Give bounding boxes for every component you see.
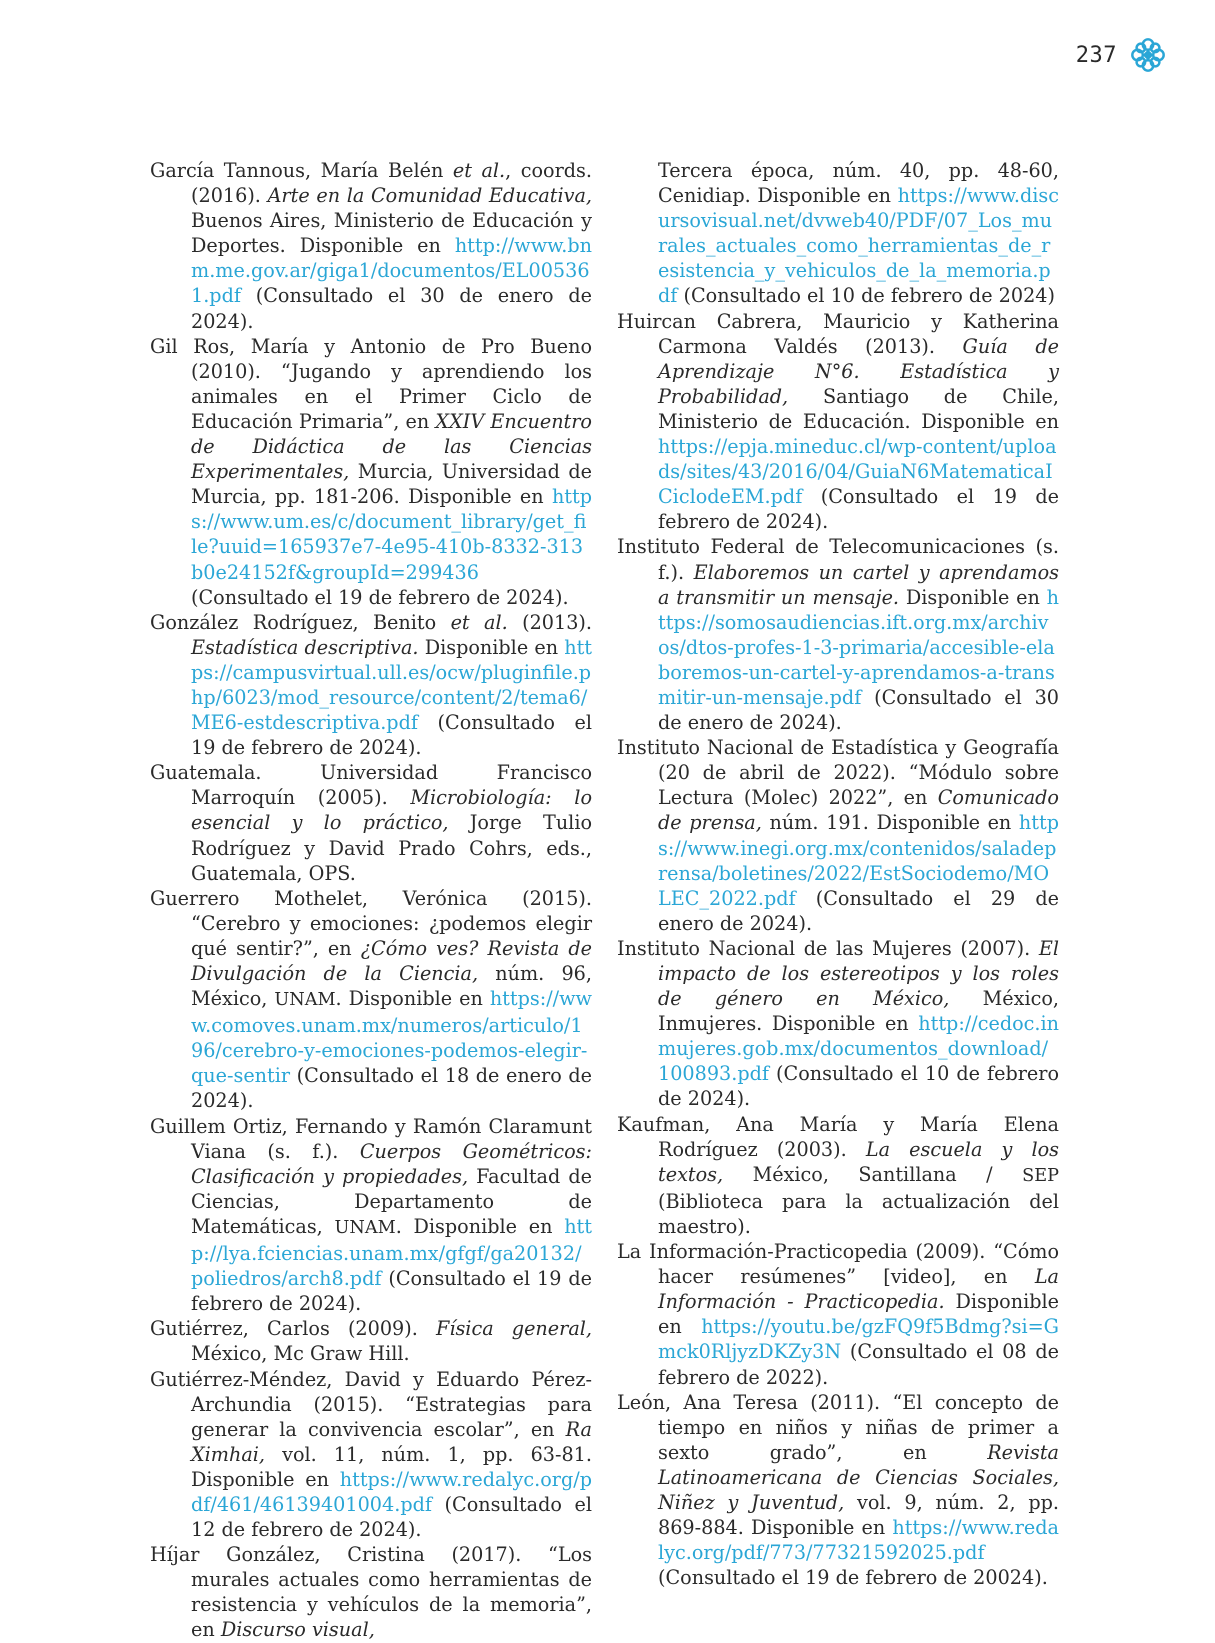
reference-entry: Instituto Nacional de Estadística y Geografía (20 de abril de 2022). “Módulo sobre Lectura (Molec) 2022”, en Comunicado de prensa, núm. 191. Disponible en https://www.inegi.org.mx/contenidos/saladeprensa/boletines/2022/EstSociodemo/MOLEC_2022.pdf (Consultado el 29 de enero de 2024). bbox=[617, 736, 1059, 935]
reference-entry: Guerrero Mothelet, Verónica (2015). “Cerebro y emociones: ¿podemos elegir qué sentir?”, en ¿Cómo ves? Revista de Divulgación de la Ciencia, núm. 96, México, UNAM. Disponible en https://www.comoves.unam.mx/numeros/articulo/196/cerebro-y-emociones-podemos-elegir-que-sentir (Consultado el 18 de enero de 2024). bbox=[150, 886, 592, 1113]
reference-link[interactable]: https://www.redalyc.org/pdf/773/77321592025.pdf bbox=[658, 1516, 1059, 1565]
reference-entry: González Rodríguez, Benito et al. (2013). Estadística descriptiva. Disponible en https://campusvirtual.ull.es/ocw/pluginfile.php/6023/mod_resource/content/2/tema6/ME6-estdescriptiva.pdf (Consultado el 19 de febrero de 2024). bbox=[150, 610, 593, 760]
page-number: 237 bbox=[1075, 42, 1117, 68]
reference-entry: Gil Ros, María y Antonio de Pro Bueno (2010). “Jugando y aprendiendo los animales en el Primer Ciclo de Educación Primaria”, en XXIV Encuentro de Didáctica de las Ciencias Experimentales, Murcia, Universidad de Murcia, pp. 181-206. Disponible en https://www.um.es/c/document_library/get_file?uuid=165937e7-4e95-410b-8332-313b0e24152f&groupId=299436 (Consultado el 19 de febrero de 2024). bbox=[150, 334, 592, 609]
reference-link[interactable]: http://cedoc.inmujeres.gob.mx/documentos_download/100893.pdf bbox=[658, 1012, 1059, 1086]
reference-link[interactable]: https://campusvirtual.ull.es/ocw/pluginfile.php/6023/mod_resource/content/2/tema6/ME6-estdescriptiva.pdf bbox=[191, 635, 593, 735]
reference-entry: Guatemala. Universidad Francisco Marroquín (2005). Microbiología: lo esencial y lo práctico, Jorge Tulio Rodríguez y David Prado Cohrs, eds., Guatemala, OPS. bbox=[150, 761, 593, 885]
reference-link[interactable]: https://www.inegi.org.mx/contenidos/saladeprensa/boletines/2022/EstSociodemo/MOLEC_2022.pdf bbox=[658, 811, 1059, 910]
reference-link[interactable]: http://lya.fciencias.unam.mx/gfgf/ga20132/poliedros/arch8.pdf bbox=[191, 1214, 592, 1291]
reference-entry: Guillem Ortiz, Fernando y Ramón Claramunt Viana (s. f.). Cuerpos Geométricos: Clasificación y propiedades, Facultad de Ciencias, Departamento de Matemáticas, UNAM. Disponible en http://lya.fciencias.unam.mx/gfgf/ga20132/poliedros/arch8.pdf (Consultado el 19 de febrero de 2024). bbox=[150, 1114, 592, 1316]
reference-link[interactable]: https://youtu.be/gzFQ9f5Bdmg?si=Gmck0RljyzDKZy3N bbox=[658, 1315, 1059, 1364]
reference-link[interactable]: http://www.bnm.me.gov.ar/giga1/documentos/EL005361.pdf bbox=[191, 234, 592, 308]
reference-entry: Gutiérrez, Carlos (2009). Física general, México, Mc Graw Hill. bbox=[150, 1317, 592, 1366]
reference-entry: Instituto Federal de Telecomunicaciones (s. f.). Elaboremos un cartel y aprendamos a transmitir un mensaje. Disponible en https://somosaudiencias.ift.org.mx/archivos/dtos-profes-1-3-primaria/accesible-elaboremos-un-cartel-y-aprendamos-a-transmitir-un-mensaje.pdf (Consultado el 30 de enero de 2024). bbox=[617, 535, 1059, 735]
reference-entry: García Tannous, María Belén et al., coords. (2016). Arte en la Comunidad Educativa, Buenos Aires, Ministerio de Educación y Deportes. Disponible en http://www.bnm.me.gov.ar/giga1/documentos/EL005361.pdf (Consultado el 30 de enero de 2024). bbox=[150, 159, 593, 333]
reference-link[interactable]: https://www.comoves.unam.mx/numeros/articulo/196/cerebro-y-emociones-podemos-elegir-que-sentir bbox=[191, 987, 592, 1088]
reference-entry-continued: Tercera época, núm. 40, pp. 48-60, Cenidiap. Disponible en https://www.discursovisual.net/dvweb40/PDF/07_Los_murales_actuales_como_herramientas_de_resistencia_y_vehiculos_de_la_memoria.pdf (Consultado el 10 de febrero de 2024) bbox=[658, 159, 1059, 308]
reference-entry: Híjar González, Cristina (2017). “Los murales actuales como herramientas de resistencia y vehículos de la memoria”, en Discurso visual, bbox=[150, 1543, 592, 1642]
reference-entry: Huircan Cabrera, Mauricio y Katherina Carmona Valdés (2013). Guía de Aprendizaje N°6. Estadística y Probabilidad, Santiago de Chile, Ministerio de Educación. Disponible en https://epja.mineduc.cl/wp-content/uploads/sites/43/2016/04/GuiaN6MatematicaICiclodeEM.pdf (Consultado el 19 de febrero de 2024). bbox=[617, 309, 1059, 534]
reference-link[interactable]: https://epja.mineduc.cl/wp-content/uploads/sites/43/2016/04/GuiaN6MatematicaICiclodeEM.pdf bbox=[658, 435, 1057, 509]
reference-entry: La Información-Practicopedia (2009). “Cómo hacer resúmenes” [video], en La Información - Practicopedia. Disponible en https://youtu.be/gzFQ9f5Bdmg?si=Gmck0RljyzDKZy3N (Consultado el 08 de febrero de 2022). bbox=[617, 1240, 1059, 1389]
reference-entry: Gutiérrez-Méndez, David y Eduardo Pérez-Archundia (2015). “Estrategias para generar la convivencia escolar”, en Ra Ximhai, vol. 11, núm. 1, pp. 63-81. Disponible en https://www.redalyc.org/pdf/461/46139401004.pdf (Consultado el 12 de febrero de 2024). bbox=[150, 1367, 592, 1542]
reference-link[interactable]: https://www.um.es/c/document_library/get_file?uuid=165937e7-4e95-410b-8332-313b0e24152f&groupId=299436 bbox=[191, 485, 592, 584]
bibliography-column-right bbox=[617, 158, 1059, 1590]
reference-link[interactable]: https://www.redalyc.org/pdf/461/46139401004.pdf bbox=[191, 1467, 592, 1516]
reference-link[interactable]: https://somosaudiencias.ift.org.mx/archivos/dtos-profes-1-3-primaria/accesible-elaboremos-un-cartel-y-aprendamos-a-transmitir-un-mensaje.pdf bbox=[658, 585, 1059, 709]
ornament-knot-icon bbox=[1129, 36, 1167, 74]
reference-entry: Kaufman, Ana María y María Elena Rodríguez (2003). La escuela y los textos, México, Santillana / SEP (Biblioteca para la actualización del maestro). bbox=[617, 1112, 1059, 1238]
page-header bbox=[1076, 36, 1167, 74]
reference-link[interactable]: https://www.discursovisual.net/dvweb40/PDF/07_Los_murales_actuales_como_herramientas_de_resistencia_y_vehiculos_de_la_memoria.pdf bbox=[658, 184, 1059, 308]
bibliography-column-left bbox=[150, 158, 592, 1643]
reference-entry: León, Ana Teresa (2011). “El concepto de tiempo en niños y niñas de primer a sexto grado”, en Revista Latinoamericana de Ciencias Sociales, Niñez y Juventud, vol. 9, núm. 2, pp. 869-884. Disponible en https://www.redalyc.org/pdf/773/77321592025.pdf (Consultado el 19 de febrero de 20024). bbox=[617, 1390, 1059, 1590]
reference-entry: Instituto Nacional de las Mujeres (2007). El impacto de los estereotipos y los roles de género en México, México, Inmujeres. Disponible en http://cedoc.inmujeres.gob.mx/documentos_download/100893.pdf (Consultado el 10 de febrero de 2024). bbox=[617, 936, 1059, 1111]
